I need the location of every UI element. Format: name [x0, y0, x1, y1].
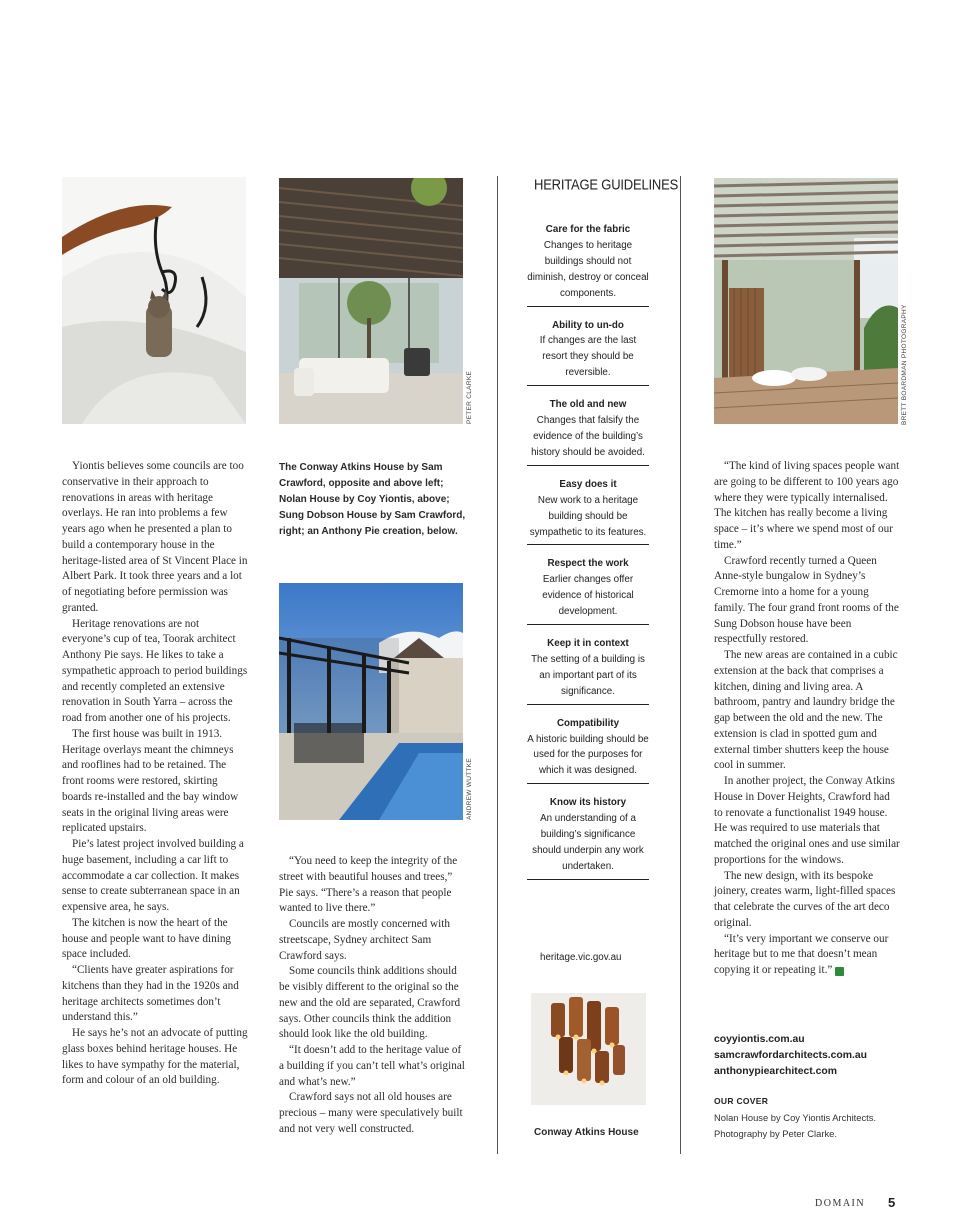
paragraph: Yiontis believes some councils are too conservative in their approach to renovations in areas with heritage overlays. He ran into problems a few years ago when he presented a plan to build a contemporary house in the heritage-listed area of St Vincent Place in Albert Park. It took three years and a lot of negotiating before permission was granted.: [62, 460, 248, 614]
article-column-1: [62, 459, 248, 1089]
guideline-body: Earlier changes offer evidence of historical development.: [542, 574, 634, 618]
end-mark-icon: D: [835, 967, 844, 976]
paragraph: The new design, with its bespoke joinery, creates warm, light-filled spaces that celebrate the curves of the art deco original.: [714, 869, 896, 929]
photo-deck-pergola: [714, 178, 898, 424]
folio-label: DOMAIN: [815, 1198, 866, 1209]
guideline-body: A historic building should be used for the purposes for which it was designed.: [527, 733, 649, 777]
link-anthonypie[interactable]: anthonypiearchitect.com: [714, 1066, 837, 1077]
paragraph: Councils are mostly concerned with streetscape, Sydney architect Sam Crawford says.: [279, 918, 450, 962]
guideline-heading: Know its history: [549, 797, 627, 809]
guideline-item: [527, 784, 649, 880]
paragraph: He says he’s not an advocate of putting glass boxes behind heritage houses. He likes to have sympathy for the material, form and colour of an old building.: [62, 1027, 248, 1087]
paragraph: Pie’s latest project involved building a huge basement, including a car lift to accommodate a car collection. It makes sense to create subterranean space in an expensive area, he says.: [62, 838, 244, 913]
guideline-body: New work to a heritage building should be sympathetic to its features.: [529, 494, 647, 538]
paragraph: Crawford recently turned a Queen Anne-style bungalow in Sydney’s Cremorne into a home for a young family. The four grand front rooms of the Sung Dobson house have been respectfully restored.: [714, 554, 899, 646]
guideline-body: An understanding of a building’s significance should underpin any work undertaken.: [532, 813, 644, 872]
guideline-item: [527, 466, 649, 546]
heritage-vic-link[interactable]: heritage.vic.gov.au: [540, 952, 622, 963]
guideline-heading: Care for the fabric: [545, 224, 631, 235]
photo-caption: The Conway Atkins House by Sam Crawford, opposite and above left; Nolan House by Coy Yiontis, above; Sung Dobson House by Sam Crawford, right; an Anthony Pie creation, below.: [279, 462, 466, 537]
paragraph: “It doesn’t add to the heritage value of a building if you can’t tell what’s original and what’s new.”: [279, 1044, 465, 1088]
cover-text: Nolan House by Coy Yiontis Architects. Photography by Peter Clarke.: [714, 1112, 877, 1139]
guideline-item: [527, 386, 649, 466]
guideline-heading: Ability to un-do: [552, 319, 624, 331]
guideline-heading: The old and new: [549, 399, 627, 411]
sidebar-right-rule: [680, 176, 681, 1154]
guideline-heading: Keep it in context: [547, 638, 629, 650]
architect-links: [714, 1032, 904, 1080]
cover-heading: OUR COVER: [714, 1096, 769, 1106]
paragraph: Some councils think additions should be visibly different to the original so the new and the old are separated, Crawford says. Other councils think the addition should look like the old building.: [279, 965, 461, 1041]
paragraph: “You need to keep the integrity of the street with beautiful houses and trees,” Pie says. “There’s a reason that people wanted to live there.”: [279, 855, 458, 915]
photo-credit-brett-boardman: BRETT BOARDMAN PHOTOGRAPHY: [901, 304, 908, 425]
page-number: 5: [888, 1195, 896, 1210]
guideline-heading: Respect the work: [547, 558, 629, 570]
guideline-heading: Easy does it: [559, 478, 617, 490]
guideline-body: If changes are the last resort they should be reversible.: [539, 335, 637, 379]
guideline-body: The setting of a building is an important part of its significance.: [531, 653, 645, 697]
article-column-2: [279, 854, 465, 1138]
paragraph: “It’s very important we conserve our heritage but to me that doesn’t mean copying it or repeating it.” D: [714, 932, 889, 976]
paragraph: The kitchen is now the heart of the house and people want to have dining space included.: [62, 916, 232, 961]
guideline-item: [527, 545, 649, 625]
guideline-body: Changes to heritage buildings should not diminish, destroy or conceal components.: [527, 239, 649, 299]
article-column-4: [714, 459, 900, 979]
photo-living-room: [279, 178, 463, 424]
guideline-body: Changes that falsify the evidence of the building’s history should be avoided.: [531, 415, 645, 458]
paragraph: Crawford says not all old houses are precious – many were speculatively built and not very well constructed.: [279, 1091, 463, 1135]
sidebar-left-rule: [497, 176, 498, 1154]
photo-staircase-cat: [62, 177, 246, 424]
photo-pool-pergola: [279, 583, 463, 820]
guideline-item: [527, 307, 649, 387]
paragraph: “The kind of living spaces people want are going to be different to 100 years ago where they were typically internalised. The kitchen has really become a living space – it’s where we spend most of our time.”: [714, 460, 900, 551]
link-coyyiontis[interactable]: coyyiontis.com.au: [714, 1034, 805, 1045]
paragraph: The new areas are contained in a cubic extension at the back that comprises a kitchen, dining and living area. A bathroom, pantry and laundry bridge the gap between the old and the new. The extension is clad in spotted gum and external timber shutters keep the house cool in summer.: [714, 649, 898, 772]
guideline-heading: Compatibility: [556, 717, 620, 729]
link-samcrawford[interactable]: samcrawfordarchitects.com.au: [714, 1050, 868, 1061]
guidelines-list: [527, 210, 649, 880]
paragraph: In another project, the Conway Atkins House in Dover Heights, Crawford had to renovate a functionalist 1949 house. He was required to use materials that matched the original ones and use similar proportions for the windows.: [714, 775, 900, 866]
photo-credit-andrew-wuttke: ANDREW WUTTKE: [466, 757, 473, 820]
lamp-caption: Conway Atkins House: [534, 1127, 639, 1138]
photo-credit-peter-clarke: PETER CLARKE: [466, 370, 473, 424]
guideline-item: [527, 625, 649, 705]
paragraph: “Clients have greater aspirations for kitchens than they had in the 1920s and heritage architects sometimes don’t understand this.”: [62, 964, 239, 1024]
photo-pendant-lamp: [531, 993, 646, 1105]
guideline-item: [527, 705, 649, 785]
guideline-item: [527, 210, 649, 307]
paragraph: Heritage renovations are not everyone’s cup of tea, Toorak architect Anthony Pie says. He likes to take a sympathetic approach to period buildings and recently completed an extensive renovation in South Yarra – across the road from another one of his projects.: [62, 617, 248, 724]
guidelines-title: HERITAGE GUIDELINES: [534, 175, 679, 194]
paragraph: The first house was built in 1913. Heritage overlays meant the chimneys and rooflines had to be retained. The front rooms were restored, skirting boards re-installed and the bay window seats in the original living areas were replicated upstairs.: [62, 727, 239, 835]
